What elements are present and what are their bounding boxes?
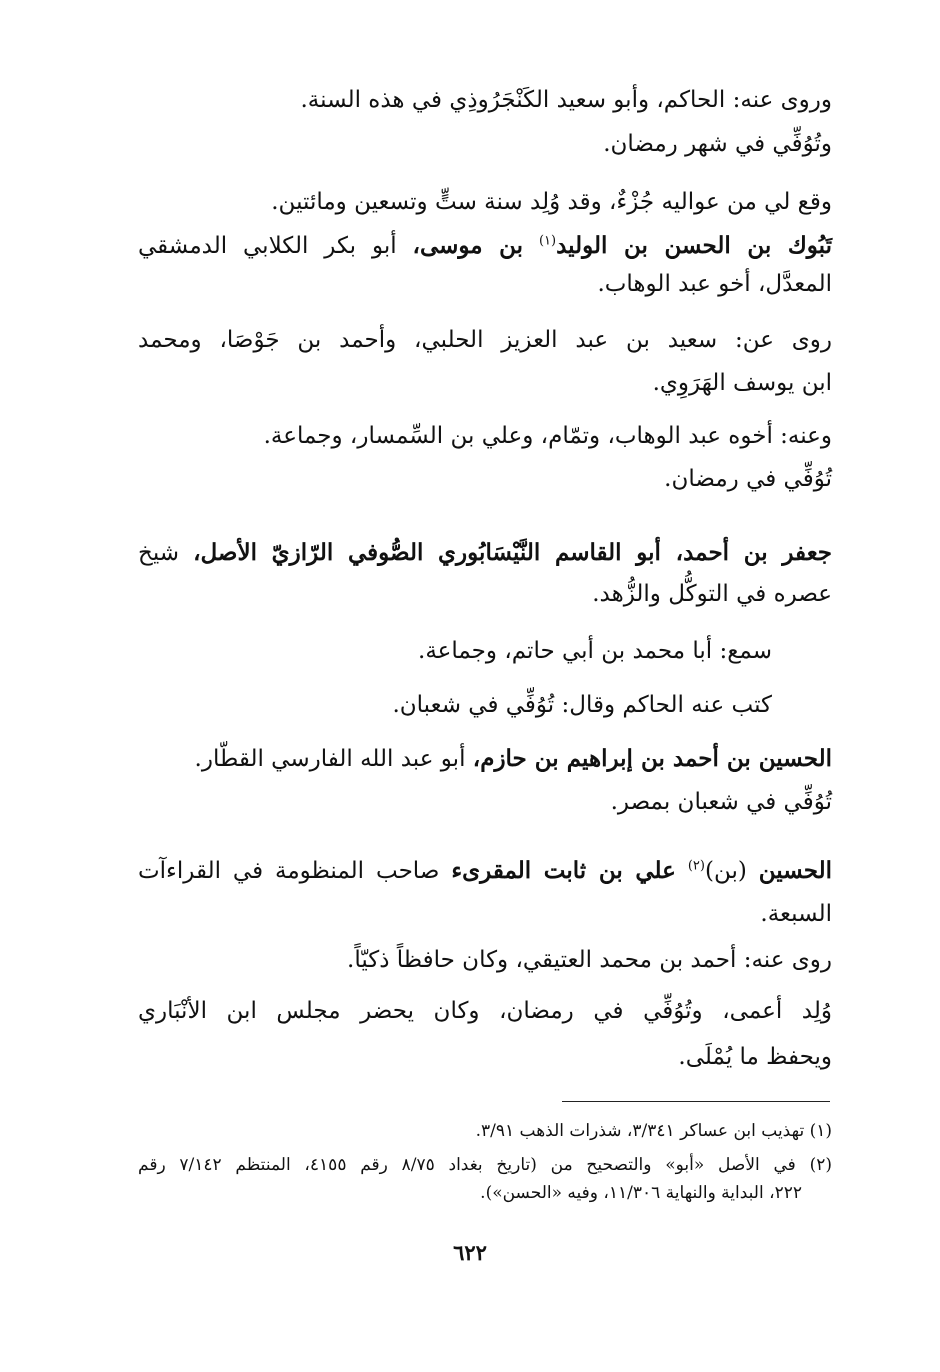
biography-heading-line <box>195 743 832 775</box>
heading-rest: شيخ <box>138 540 180 566</box>
footnote: (١) تهذيب ابن عساكر ٣/٣٤١، شذرات الذهب ٣/٩١. <box>475 1121 832 1141</box>
footnote-marker: (١) <box>538 233 557 249</box>
person-name-continued: علي بن ثابت المقرىء <box>451 857 676 884</box>
text-line: وعنه: أخوه عبد الوهاب، وتمّام، وعلي بن السِّمسار، وجماعة. <box>263 423 832 449</box>
text-line: تُوُفِّي في رمضان. <box>664 466 832 492</box>
person-name: الحسين بن أحمد بن إبراهيم بن حازم، <box>472 745 832 772</box>
heading-rest: صاحب المنظومة في القراءآت <box>138 858 440 884</box>
text-line: السبعة. <box>760 901 832 927</box>
text-line: سمع: أبا محمد بن أبي حاتم، وجماعة. <box>418 638 772 664</box>
person-name-continued: بن موسى، <box>412 232 524 259</box>
person-name: الحسين <box>758 857 833 884</box>
heading-rest: أبو عبد الله الفارسي القطّار. <box>194 746 466 772</box>
text-line: وروى عنه: الحاكم، وأبو سعيد الكَنْجَرُوذِي في هذه السنة. <box>300 87 832 113</box>
text-line: المعدَّل، أخو عبد الوهاب. <box>597 271 832 297</box>
footnote: (٢) في الأصل «أبو» والتصحيح من (تاريخ بغداد ٨/٧٥ رقم ٤١٥٥، المنتظم ٧/١٤٢ رقم <box>138 1155 832 1175</box>
footnote-marker: (٢) <box>687 858 705 874</box>
biography-heading-line <box>138 230 832 262</box>
biography-heading-line <box>138 855 832 887</box>
text-line: ويحفظ ما يُمْلَى. <box>678 1044 832 1070</box>
text-line: تُوُفِّي في شعبان بمصر. <box>610 789 832 815</box>
text-line: كتب عنه الحاكم وقال: تُوُفِّي في شعبان. <box>392 692 772 718</box>
biography-heading-line <box>138 537 832 569</box>
text-line: روى عن: سعيد بن عبد العزيز الحلبي، وأحمد بن جَوْصَا، ومحمد <box>138 327 832 353</box>
text-line: وتُوُفِّي في شهر رمضان. <box>603 131 832 157</box>
person-name: تَبُوك بن الحسن بن الوليد <box>556 232 832 259</box>
text-line: ابن يوسف الهَرَوِي. <box>652 370 832 396</box>
heading-rest: أبو بكر الكلابي الدمشقي <box>138 233 397 259</box>
text-line: عصره في التوكُّل والزُّهد. <box>592 581 832 607</box>
footnote-divider <box>562 1101 830 1102</box>
footnote-continuation: ٢٢٢، البداية والنهاية ١١/٣٠٦، وفيه «الحسن»). <box>480 1183 802 1203</box>
text-line: وُلِد أعمى، وتُوُفِّي في رمضان، وكان يحضر مجلس ابن الأنْبَاري <box>138 998 832 1024</box>
page-number: ٦٢٢ <box>453 1240 487 1265</box>
text-line: وقع لي من عواليه جُزْءٌ، وقد وُلِد سنة ستٍّ وتسعين ومائتين. <box>271 189 832 215</box>
person-name: جعفر بن أحمد، أبو القاسم النَّيْسَابُوري الصُّوفي الرّازيّ الأصل، <box>193 539 833 566</box>
bracketed-correction: (بن) <box>704 858 747 884</box>
text-line: روى عنه: أحمد بن محمد العتيقي، وكان حافظاً ذكيّاً. <box>347 947 832 973</box>
